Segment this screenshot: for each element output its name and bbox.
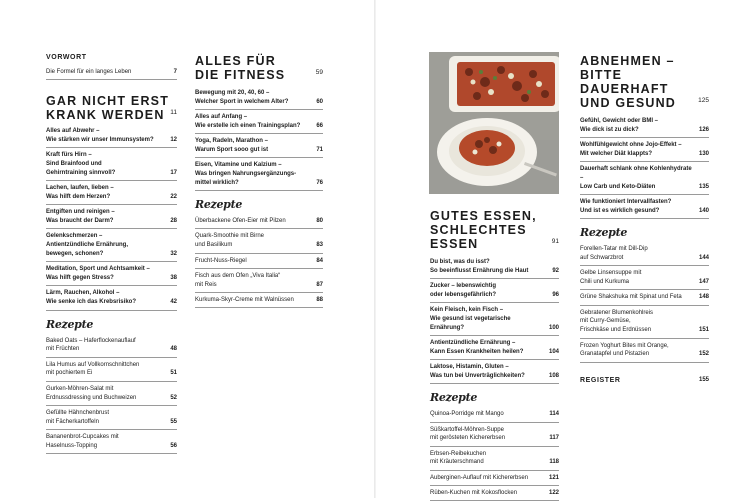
toc-entry[interactable] — [195, 158, 323, 191]
toc-entry[interactable] — [430, 336, 559, 360]
recipe-entry[interactable] — [430, 423, 559, 447]
recipe-entry-page: 84 — [316, 257, 323, 264]
toc-entry-title: Du bist, was du isst? So beeinflusst Ernährung die Haut — [430, 259, 529, 274]
toc-entry[interactable] — [580, 138, 709, 162]
recipe-entry-page: 52 — [170, 394, 177, 401]
toc-entry-page: 96 — [552, 291, 559, 298]
toc-entry-page: 38 — [170, 275, 177, 282]
recipe-entry-title: Quinoa-Porridge mit Mango — [430, 411, 504, 418]
recipe-entry-page: 118 — [549, 459, 559, 466]
rezepte-label: Rezepte — [46, 317, 94, 331]
recipe-entry-title: Rüben-Kuchen mit Kokosflocken — [430, 490, 518, 497]
section-title-abnehmen: ABNEHMEN – BITTE DAUERHAFT UND GESUND 125 — [580, 54, 709, 110]
recipe-entry-title: Kurkuma-Skyr-Creme mit Walnüssen — [195, 296, 294, 303]
register-entry[interactable]: REGISTER 155 — [580, 376, 709, 385]
recipe-entry-page: 144 — [698, 254, 709, 261]
recipe-entry[interactable] — [46, 358, 177, 382]
toc-entry-page: 60 — [316, 98, 323, 105]
toc-entry-title: Eisen, Vitamine und Kalzium – Was bringen Nahrungsergänzungs- mittel wirklich? — [195, 162, 297, 186]
toc-entry[interactable] — [195, 86, 323, 110]
toc-entry-page: 66 — [316, 122, 323, 129]
food-photo — [429, 52, 559, 194]
recipe-entry-title: Gefüllte Hähnchenbrust mit Fächerkartoffeln — [46, 409, 110, 425]
recipe-entry-page: 83 — [316, 242, 323, 249]
recipe-entry[interactable] — [46, 430, 177, 454]
toc-entry-title: Yoga, Radeln, Marathon – Warum Sport sooo gut ist — [195, 138, 269, 153]
toc-entry-title: Zucker – lebenswichtig oder lebensgefährlich? — [430, 283, 497, 298]
toc-entry[interactable] — [430, 279, 559, 303]
recipe-entry[interactable] — [430, 447, 559, 471]
recipe-entry[interactable] — [195, 229, 323, 253]
toc-entry[interactable] — [195, 110, 323, 134]
recipe-entry-page: 122 — [548, 490, 559, 497]
toc-entry[interactable] — [46, 205, 177, 229]
toc-entry-page: 22 — [170, 194, 177, 201]
toc-entry[interactable] — [46, 229, 177, 262]
toc-entry-title: Alles auf Anfang – Wie erstelle ich einen Trainingsplan? — [195, 114, 301, 129]
toc-entry-page: 17 — [170, 169, 177, 176]
toc-entry-title: Bewegung mit 20, 40, 60 – Welcher Sport in welchem Alter? — [195, 90, 289, 105]
recipe-entry-page: 51 — [170, 370, 177, 377]
toc-entry-page: 108 — [548, 372, 559, 379]
toc-entry-page: 100 — [548, 324, 559, 331]
recipe-entry-page: 48 — [170, 346, 177, 353]
recipe-entry-page: 114 — [549, 411, 559, 418]
recipe-entry[interactable] — [580, 266, 709, 290]
recipe-entry-title: Gebratener Blumenkohlreis mit Curry-Gemüse, Frischkäse und Erdnüssen — [580, 309, 654, 334]
toc-entry-title: Lachen, laufen, lieben – Was hilft dem Herzen? — [46, 185, 114, 201]
recipe-entry[interactable] — [430, 407, 559, 422]
recipe-entry[interactable] — [430, 471, 559, 486]
section-title-fitness: ALLES FÜR DIE FITNESS 59 — [195, 54, 323, 82]
toc-entry[interactable] — [46, 181, 177, 205]
toc-column-2 — [195, 54, 323, 308]
toc-entry-title: Lärm, Rauchen, Alkohol – Wie senke ich das Krebsrisiko? — [46, 290, 136, 306]
toc-entry-page: 130 — [698, 150, 709, 157]
toc-entry-page: 104 — [548, 348, 559, 355]
toc-entry-title: Meditation, Sport und Achtsamkeit – Was hilft gegen Stress? — [46, 266, 150, 282]
recipe-entry[interactable] — [580, 339, 709, 363]
toc-entry-title: Dauerhaft schlank ohne Kohlenhydrate – Low Carb und Keto-Diäten — [580, 166, 692, 190]
recipe-entry-title: Frozen Yoghurt Bites mit Orange, Granatapfel und Pistazien — [580, 342, 669, 358]
rezepte-label: Rezepte — [195, 198, 243, 212]
recipe-entry-title: Süßkartoffel-Möhren-Suppe mit gerösteten Kichererbsen — [430, 426, 506, 442]
toc-entry-page: 28 — [170, 218, 177, 225]
toc-entry-page: 12 — [170, 137, 177, 144]
toc-entry-page: 126 — [698, 126, 709, 133]
recipe-entry-page: 55 — [170, 418, 177, 425]
toc-entry-page: 92 — [552, 267, 559, 274]
recipe-entry-title: Gelbe Linsensuppe mit Chili und Kurkuma — [580, 270, 642, 286]
toc-entry-title: Antientzündliche Ernährung – Kann Essen Krankheiten heilen? — [430, 340, 524, 355]
section-title-essen: GUTES ESSEN, SCHLECHTES ESSEN 91 — [430, 209, 559, 251]
recipe-entry[interactable] — [195, 214, 323, 229]
rezepte-label: Rezepte — [580, 226, 628, 240]
recipe-entry[interactable] — [580, 290, 709, 305]
toc-entry-title: Kein Fleisch, kein Fisch – Wie gesund ist vegetarische Ernährung? — [430, 307, 511, 331]
recipe-entry-title: Forellen-Tatar mit Dill-Dip auf Schwarzbrot — [580, 246, 648, 261]
toc-entry-page: 135 — [698, 183, 709, 190]
recipe-entry[interactable] — [195, 254, 323, 269]
toc-entry-title: Kraft fürs Hirn – Sind Brainfood und Gehirntraining sinnvoll? — [46, 152, 116, 176]
recipe-entry-title: Erbsen-Reibekuchen mit Kräuterschmand — [430, 450, 487, 466]
recipe-entry-title: Lila Humus auf Vollkornschnittchen mit pochiertem Ei — [46, 361, 140, 377]
toc-entry[interactable] — [430, 303, 559, 336]
recipe-entry-title: Quark-Smoothie mit Birne und Basilikum — [195, 233, 265, 249]
recipe-entry-page: 117 — [549, 435, 559, 442]
toc-entry-title: Gelenkschmerzen – Antientzündliche Ernährung, bewegen, schonen? — [46, 233, 128, 258]
recipe-entry-title: Auberginen-Auflauf mit Kichererbsen — [430, 474, 529, 481]
recipe-entry-page: 147 — [698, 279, 709, 286]
toc-column-4 — [580, 54, 709, 387]
recipe-entry[interactable] — [46, 334, 177, 358]
recipe-entry-page: 148 — [698, 294, 709, 301]
recipe-entry-title: Baked Oats – Haferflockenauflauf mit Früchten — [46, 337, 136, 353]
recipe-entry-page: 88 — [316, 296, 323, 303]
toc-entry-vorwort[interactable]: Die Formel für ein langes Leben 7 — [46, 65, 177, 80]
toc-entry-title: Laktose, Histamin, Gluten – Was tun bei Unverträglichkeiten? — [430, 364, 525, 379]
toc-entry-title: Gefühl, Gewicht oder BMI – Wie dick ist zu dick? — [580, 118, 659, 133]
toc-entry[interactable] — [195, 134, 323, 158]
recipe-entry[interactable] — [46, 382, 177, 406]
toc-entry[interactable] — [580, 162, 709, 195]
recipe-entry-page: 121 — [548, 474, 559, 481]
toc-entry-title: Wie funktioniert Intervallfasten? Und ist es wirklich gesund? — [580, 199, 672, 214]
toc-entry-page: 76 — [316, 179, 323, 186]
recipe-entry[interactable] — [580, 306, 709, 339]
recipe-entry[interactable] — [430, 486, 559, 501]
toc-entry[interactable] — [430, 360, 559, 384]
recipe-entry-title: Überbackene Ofen-Eier mit Pilzen — [195, 218, 286, 225]
toc-entry-page: 32 — [170, 251, 177, 258]
toc-entry[interactable] — [580, 114, 709, 138]
recipe-entry[interactable] — [46, 406, 177, 430]
recipe-entry-title: Frucht-Nuss-Riegel — [195, 257, 247, 264]
recipe-entry[interactable] — [195, 269, 323, 293]
toc-entry-title: Alles auf Abwehr – Wie stärken wir unser Immunsystem? — [46, 128, 154, 144]
toc-entry-page: 140 — [698, 207, 709, 214]
recipe-entry[interactable] — [195, 293, 323, 308]
recipe-entry-title: Fisch aus dem Ofen „Viva Italia“ mit Reis — [195, 272, 281, 288]
rezepte-label: Rezepte — [430, 391, 478, 405]
toc-entry-page: 42 — [170, 299, 177, 306]
recipe-entry-page: 56 — [170, 442, 177, 449]
toc-entry-title: Wohlfühlgewicht ohne Jojo-Effekt – Mit welcher Diät klappts? — [580, 142, 682, 157]
recipe-entry-page: 80 — [316, 218, 323, 225]
recipe-entry[interactable] — [580, 242, 709, 266]
recipe-entry-page: 151 — [698, 327, 709, 334]
recipe-entry-title: Gurken-Möhren-Salat mit Erdnussdressing und Buchweizen — [46, 385, 137, 401]
toc-entry[interactable] — [46, 148, 177, 181]
recipe-entry-page: 152 — [698, 351, 709, 358]
vorwort-heading: VORWORT — [46, 54, 87, 61]
toc-column-1 — [46, 54, 177, 454]
book-spine — [374, 0, 376, 498]
recipe-entry-page: 87 — [316, 281, 323, 288]
toc-entry[interactable] — [46, 262, 177, 286]
toc-entry[interactable] — [46, 124, 177, 148]
recipe-entry-title: Grüne Shakshuka mit Spinat und Feta — [580, 294, 682, 301]
toc-entry[interactable] — [580, 195, 709, 219]
recipe-entry-title: Bananenbrot-Cupcakes mit Haselnuss-Topping — [46, 433, 119, 449]
toc-entry[interactable] — [430, 255, 559, 279]
toc-entry-title: Entgiften und reinigen – Was braucht der Darm? — [46, 209, 115, 225]
toc-column-3 — [430, 209, 559, 501]
section-title-krank: GAR NICHT ERST KRANK WERDEN 11 — [46, 94, 177, 123]
toc-entry[interactable] — [46, 286, 177, 310]
toc-entry-page: 71 — [316, 146, 323, 153]
